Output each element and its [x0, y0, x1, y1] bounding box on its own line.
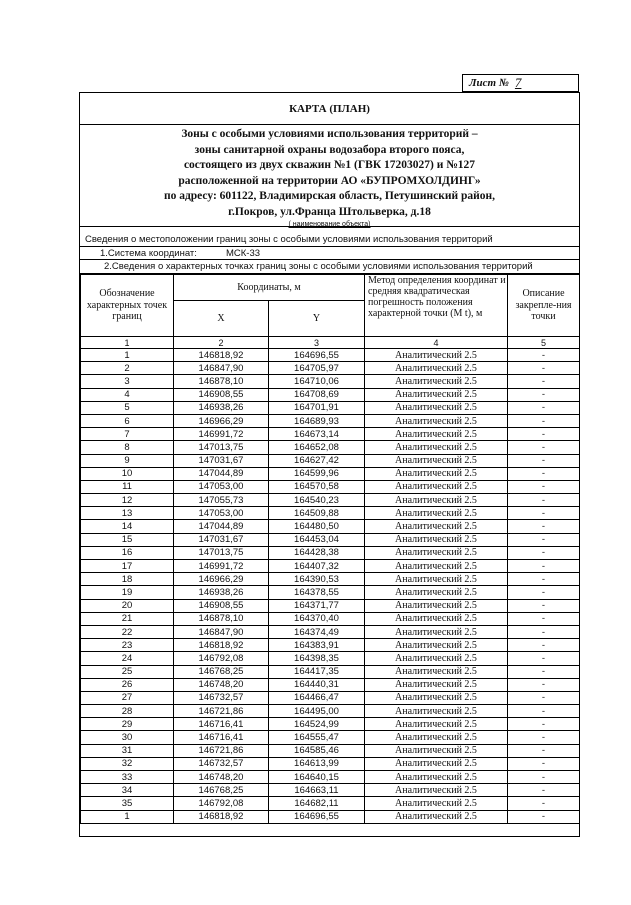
- point-id: 8: [81, 441, 174, 454]
- coordinate-system-value: МСК-33: [226, 248, 261, 259]
- method: Аналитический 2.5: [365, 784, 508, 797]
- method: Аналитический 2.5: [365, 388, 508, 401]
- coord-x: 146721,86: [174, 705, 269, 718]
- description: -: [508, 784, 580, 797]
- zone-line: расположенной на территории АО «БУПРОМХОЛДИНГ»: [178, 174, 481, 187]
- coord-y: 164673,14: [269, 428, 365, 441]
- description: -: [508, 401, 580, 414]
- coord-y: 164640,15: [269, 771, 365, 784]
- table-row: [81, 757, 580, 770]
- sheet-number-box: [462, 74, 579, 92]
- description: -: [508, 375, 580, 388]
- point-id: 1: [81, 349, 174, 362]
- method: Аналитический 2.5: [365, 560, 508, 573]
- coord-y: 164555,47: [269, 731, 365, 744]
- table-row: [81, 744, 580, 757]
- coord-y: 164495,00: [269, 705, 365, 718]
- point-id: 15: [81, 533, 174, 546]
- table-row: [81, 454, 580, 467]
- coord-y: 164663,11: [269, 784, 365, 797]
- description: -: [508, 586, 580, 599]
- coord-x: 147013,75: [174, 546, 269, 559]
- document-title: КАРТА (ПЛАН): [80, 93, 579, 125]
- coord-x: 146938,26: [174, 586, 269, 599]
- description: -: [508, 625, 580, 638]
- table-row: [81, 467, 580, 480]
- object-name-caption: ( наименование объекта): [288, 221, 371, 228]
- table-row: [81, 349, 580, 362]
- point-id: 17: [81, 560, 174, 573]
- table-row: [81, 639, 580, 652]
- description: -: [508, 797, 580, 810]
- point-id: 6: [81, 414, 174, 427]
- method: Аналитический 2.5: [365, 771, 508, 784]
- coord-x: 146818,92: [174, 349, 269, 362]
- coord-x: 147031,67: [174, 454, 269, 467]
- coord-x: 146748,20: [174, 678, 269, 691]
- description: -: [508, 678, 580, 691]
- description: -: [508, 560, 580, 573]
- method: Аналитический 2.5: [365, 731, 508, 744]
- method: Аналитический 2.5: [365, 494, 508, 507]
- coord-y: 164383,91: [269, 639, 365, 652]
- coord-y: 164705,97: [269, 362, 365, 375]
- point-id: 25: [81, 665, 174, 678]
- zone-line: состоящего из двух скважин №1 (ГВК 17203027) и №127: [183, 159, 476, 171]
- coord-x: 146768,25: [174, 784, 269, 797]
- table-row: [81, 480, 580, 493]
- description: -: [508, 665, 580, 678]
- table-row: [81, 401, 580, 414]
- coord-y: 164585,46: [269, 744, 365, 757]
- point-id: 13: [81, 507, 174, 520]
- coord-x: 147053,00: [174, 480, 269, 493]
- method: Аналитический 2.5: [365, 546, 508, 559]
- coord-y: 164710,06: [269, 375, 365, 388]
- table-row: [81, 586, 580, 599]
- method: Аналитический 2.5: [365, 520, 508, 533]
- description: -: [508, 731, 580, 744]
- coord-x: 147055,73: [174, 494, 269, 507]
- method: Аналитический 2.5: [365, 401, 508, 414]
- description: -: [508, 771, 580, 784]
- point-id: 20: [81, 599, 174, 612]
- point-id: 5: [81, 401, 174, 414]
- coord-x: 146721,86: [174, 744, 269, 757]
- coord-y: 164627,42: [269, 454, 365, 467]
- coord-x: 147044,89: [174, 467, 269, 480]
- coord-y: 164378,55: [269, 586, 365, 599]
- location-info-heading: Сведения о местоположении границ зоны с особыми условиями использования территорий: [80, 233, 579, 247]
- coord-x: 146908,55: [174, 599, 269, 612]
- description: -: [508, 414, 580, 427]
- sheet-number: 7: [514, 75, 522, 90]
- coord-x: 146878,10: [174, 375, 269, 388]
- coord-x: 146966,29: [174, 414, 269, 427]
- coord-y: 164371,77: [269, 599, 365, 612]
- column-number: 5: [508, 337, 580, 349]
- coord-x: 147013,75: [174, 441, 269, 454]
- zone-line: г.Покров, ул.Франца Штольверка, д.18: [228, 205, 431, 218]
- table-row: [81, 533, 580, 546]
- description: -: [508, 705, 580, 718]
- description: -: [508, 454, 580, 467]
- coord-y: 164407,32: [269, 560, 365, 573]
- coord-y: 164428,38: [269, 546, 365, 559]
- coord-x: 146732,57: [174, 691, 269, 704]
- description: -: [508, 388, 580, 401]
- coord-y: 164466,47: [269, 691, 365, 704]
- method: Аналитический 2.5: [365, 678, 508, 691]
- coord-x: 146792,08: [174, 797, 269, 810]
- coord-y: 164570,58: [269, 480, 365, 493]
- description: -: [508, 652, 580, 665]
- point-id: 34: [81, 784, 174, 797]
- table-row: [81, 441, 580, 454]
- point-id: 2: [81, 362, 174, 375]
- point-id: 33: [81, 771, 174, 784]
- table-row: [81, 625, 580, 638]
- method: Аналитический 2.5: [365, 467, 508, 480]
- method: Аналитический 2.5: [365, 507, 508, 520]
- method: Аналитический 2.5: [365, 797, 508, 810]
- coord-x: 146716,41: [174, 731, 269, 744]
- table-row: [81, 718, 580, 731]
- table-row: [81, 810, 580, 823]
- table-row: [81, 560, 580, 573]
- point-id: 16: [81, 546, 174, 559]
- coord-x: 146991,72: [174, 560, 269, 573]
- method: Аналитический 2.5: [365, 533, 508, 546]
- method: Аналитический 2.5: [365, 573, 508, 586]
- point-id: 3: [81, 375, 174, 388]
- description: -: [508, 428, 580, 441]
- coord-y: 164599,96: [269, 467, 365, 480]
- coord-x: 146938,26: [174, 401, 269, 414]
- method: Аналитический 2.5: [365, 757, 508, 770]
- coord-x: 146792,08: [174, 652, 269, 665]
- table-row: [81, 678, 580, 691]
- point-id: 30: [81, 731, 174, 744]
- table-row: [81, 507, 580, 520]
- coord-x: 147044,89: [174, 520, 269, 533]
- description: -: [508, 639, 580, 652]
- table-row: [81, 362, 580, 375]
- table-body: [81, 349, 580, 824]
- points-heading: 2.Сведения о характерных точках границ зоны с особыми условиями использования территорий: [80, 260, 579, 274]
- method: Аналитический 2.5: [365, 705, 508, 718]
- coord-y: 164540,23: [269, 494, 365, 507]
- method: Аналитический 2.5: [365, 652, 508, 665]
- point-id: 4: [81, 388, 174, 401]
- point-id: 19: [81, 586, 174, 599]
- coord-y: 164390,53: [269, 573, 365, 586]
- description: -: [508, 691, 580, 704]
- table-row: [81, 665, 580, 678]
- coord-y: 164696,55: [269, 349, 365, 362]
- description: -: [508, 718, 580, 731]
- column-number: 4: [365, 337, 508, 349]
- header-method: Метод определения координат и средняя квадратическая погрешность положения характерной точки (М t), м: [365, 275, 508, 337]
- table-row: [81, 731, 580, 744]
- table-row: [81, 520, 580, 533]
- table-row: [81, 691, 580, 704]
- coord-y: 164374,49: [269, 625, 365, 638]
- description: -: [508, 480, 580, 493]
- coord-y: 164370,40: [269, 612, 365, 625]
- point-id: 27: [81, 691, 174, 704]
- point-id: 9: [81, 454, 174, 467]
- sheet-label: Лист №: [469, 77, 509, 89]
- zone-description: [80, 125, 579, 227]
- table-row: [81, 797, 580, 810]
- coord-y: 164701,91: [269, 401, 365, 414]
- column-number: 1: [81, 337, 174, 349]
- table-row: [81, 599, 580, 612]
- point-id: 21: [81, 612, 174, 625]
- coord-y: 164417,35: [269, 665, 365, 678]
- method: Аналитический 2.5: [365, 428, 508, 441]
- coord-x: 146847,90: [174, 362, 269, 375]
- point-id: 18: [81, 573, 174, 586]
- coord-x: 146732,57: [174, 757, 269, 770]
- description: -: [508, 612, 580, 625]
- header-x: X: [174, 301, 269, 337]
- coord-y: 164696,55: [269, 810, 365, 823]
- method: Аналитический 2.5: [365, 744, 508, 757]
- method: Аналитический 2.5: [365, 480, 508, 493]
- coord-y: 164682,11: [269, 797, 365, 810]
- header-point: Обозначение характерных точек границ: [81, 275, 174, 337]
- point-id: 7: [81, 428, 174, 441]
- point-id: 35: [81, 797, 174, 810]
- point-id: 28: [81, 705, 174, 718]
- point-id: 24: [81, 652, 174, 665]
- point-id: 31: [81, 744, 174, 757]
- method: Аналитический 2.5: [365, 718, 508, 731]
- table-row: [81, 573, 580, 586]
- zone-line: зоны санитарной охраны водозабора второго пояса,: [194, 143, 465, 156]
- header-description: Описание закрепле-ния точки: [508, 275, 580, 337]
- description: -: [508, 599, 580, 612]
- method: Аналитический 2.5: [365, 810, 508, 823]
- method: Аналитический 2.5: [365, 349, 508, 362]
- point-id: 12: [81, 494, 174, 507]
- coord-y: 164652,08: [269, 441, 365, 454]
- coord-x: 146847,90: [174, 625, 269, 638]
- table-row: [81, 705, 580, 718]
- description: -: [508, 441, 580, 454]
- method: Аналитический 2.5: [365, 691, 508, 704]
- coord-y: 164689,93: [269, 414, 365, 427]
- document-frame: [79, 92, 580, 837]
- description: -: [508, 546, 580, 559]
- method: Аналитический 2.5: [365, 414, 508, 427]
- coord-x: 146818,92: [174, 810, 269, 823]
- description: -: [508, 467, 580, 480]
- method: Аналитический 2.5: [365, 639, 508, 652]
- method: Аналитический 2.5: [365, 586, 508, 599]
- zone-line: по адресу: 601122, Владимирская область, Петушинский район,: [163, 190, 496, 202]
- coord-x: 146908,55: [174, 388, 269, 401]
- description: -: [508, 757, 580, 770]
- coordinate-system-line: [80, 247, 579, 260]
- description: -: [508, 349, 580, 362]
- table-row: [81, 784, 580, 797]
- coord-y: 164509,88: [269, 507, 365, 520]
- point-id: 11: [81, 480, 174, 493]
- point-id: 10: [81, 467, 174, 480]
- description: -: [508, 744, 580, 757]
- coord-y: 164453,04: [269, 533, 365, 546]
- description: -: [508, 573, 580, 586]
- coord-x: 146716,41: [174, 718, 269, 731]
- method: Аналитический 2.5: [365, 599, 508, 612]
- method: Аналитический 2.5: [365, 441, 508, 454]
- method: Аналитический 2.5: [365, 665, 508, 678]
- description: -: [508, 362, 580, 375]
- description: -: [508, 810, 580, 823]
- table-row: [81, 375, 580, 388]
- coord-y: 164708,69: [269, 388, 365, 401]
- coord-x: 146991,72: [174, 428, 269, 441]
- table-row: [81, 494, 580, 507]
- method: Аналитический 2.5: [365, 375, 508, 388]
- coord-x: 146748,20: [174, 771, 269, 784]
- coord-x: 146818,92: [174, 639, 269, 652]
- table-row: [81, 388, 580, 401]
- description: -: [508, 533, 580, 546]
- method: Аналитический 2.5: [365, 625, 508, 638]
- coord-y: 164398,35: [269, 652, 365, 665]
- coord-x: 147031,67: [174, 533, 269, 546]
- coord-y: 164524,99: [269, 718, 365, 731]
- point-id: 14: [81, 520, 174, 533]
- column-number: 3: [269, 337, 365, 349]
- zone-line: Зоны с особыми условиями использования территорий –: [181, 128, 478, 140]
- point-id: 29: [81, 718, 174, 731]
- description: -: [508, 520, 580, 533]
- coord-x: 146768,25: [174, 665, 269, 678]
- method: Аналитический 2.5: [365, 454, 508, 467]
- table-row: [81, 652, 580, 665]
- point-id: 22: [81, 625, 174, 638]
- table-row: [81, 414, 580, 427]
- coord-y: 164440,31: [269, 678, 365, 691]
- table-row: [81, 771, 580, 784]
- coordinate-system-label: 1.Система координат:: [100, 248, 197, 259]
- column-number: 2: [174, 337, 269, 349]
- boundary-points-table: [80, 274, 580, 824]
- point-id: 23: [81, 639, 174, 652]
- method: Аналитический 2.5: [365, 362, 508, 375]
- table-row: [81, 428, 580, 441]
- coord-y: 164613,99: [269, 757, 365, 770]
- point-id: 26: [81, 678, 174, 691]
- point-id: 32: [81, 757, 174, 770]
- coord-x: 146966,29: [174, 573, 269, 586]
- coord-x: 147053,00: [174, 507, 269, 520]
- method: Аналитический 2.5: [365, 612, 508, 625]
- description: -: [508, 494, 580, 507]
- table-row: [81, 612, 580, 625]
- header-y: Y: [269, 301, 365, 337]
- coord-x: 146878,10: [174, 612, 269, 625]
- table-row: [81, 546, 580, 559]
- description: -: [508, 507, 580, 520]
- header-coordinates: Координаты, м: [174, 275, 365, 301]
- coord-y: 164480,50: [269, 520, 365, 533]
- point-id: 1: [81, 810, 174, 823]
